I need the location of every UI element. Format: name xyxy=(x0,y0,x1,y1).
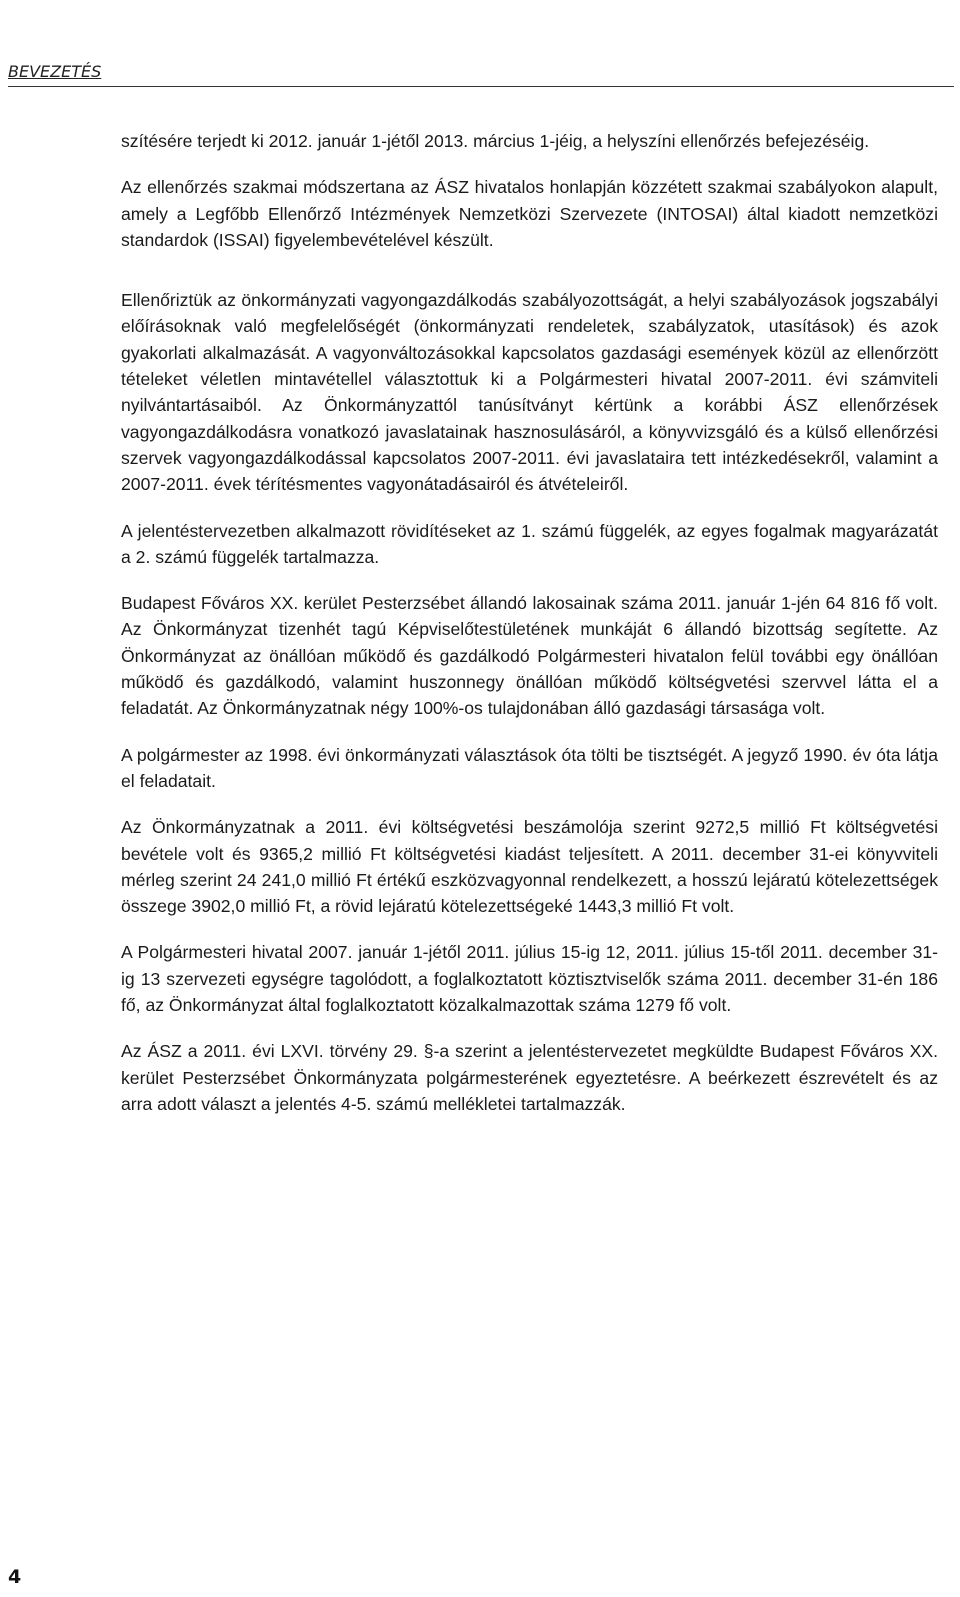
paragraph-office-structure: A Polgármesteri hivatal 2007. január 1-jétől 2011. július 15-ig 12, 2011. július 15-től 2011. december 31-ig 13 szervezeti egységre tagolódott, a foglalkoztatott köztisztviselők száma 2011. december 31-én 186 fő, az Önkormányzat által foglalkoztatott közalkalmazottak száma 1279 fő volt. xyxy=(121,942,938,1016)
paragraph-reconciliation: Az ÁSZ a 2011. évi LXVI. törvény 29. §-a szerint a jelentéstervezetet megküldte Budapest Főváros XX. kerület Pesterzsébet Önkormányzata polgármesterének egyeztetésre. A beérkezett észrevételt és az arra adott választ a jelentés 4-5. számú mellékletei tartalmazzák. xyxy=(121,1041,938,1114)
document-body xyxy=(121,128,938,1117)
paragraph-municipality-overview: Budapest Főváros XX. kerület Pesterzsébet állandó lakosainak száma 2011. január 1-jén 64 816 fő volt. Az Önkormányzat tizenhét tagú Képviselőtestületének munkáját 6 állandó bizottság segítette. Az Önkormányzat az önállóan működő és gazdálkodó Polgármesteri hivatalon felül további egy önállóan működő és gazdálkodó, valamint huszonnegy önállóan működő költségvetési szervvel látta el a feladatát. Az Önkormányzatnak négy 100%-os tulajdonában álló gazdasági társasága volt. xyxy=(121,593,938,719)
paragraph-audit-scope: Ellenőriztük az önkormányzati vagyongazdálkodás szabályozottságát, a helyi szabályozások jogszabályi előírásoknak való megfelelőségét (önkormányzati rendeletek, szabályzatok, utasítások) és azok gyakorlati alkalmazását. A vagyonváltozásokkal kapcsolatos gazdasági események közül az ellenőrzött tételeket véletlen mintavétellel választottuk ki a Polgármesteri hivatal 2007-2011. évi számviteli nyilvántartásaiból. Az Önkormányzattól tanúsítványt kértünk a korábbi ÁSZ ellenőrzések vagyongazdálkodásra vonatkozó javaslatainak hasznosulásáról, a könyvvizsgáló és a külső ellenőrzési szervek vagyongazdálkodással kapcsolatos 2007-2011. évi javaslataira tett intézkedésekről, valamint a 2007-2011. évek térítésmentes vagyonátadásairól és átvételeiről. xyxy=(121,290,938,495)
page-number: 4 xyxy=(8,1566,22,1588)
running-header-section-title: BEVEZETÉS xyxy=(8,62,102,81)
paragraph-appendices: A jelentéstervezetben alkalmazott rövidítéseket az 1. számú függelék, az egyes fogalmak magyarázatát a 2. számú függelék tartalmazza. xyxy=(121,520,938,567)
paragraph-audit-period: szítésére terjedt ki 2012. január 1-jétől 2013. március 1-jéig, a helyszíni ellenőrzés befejezéséig. xyxy=(121,131,870,151)
paragraph-mayor-notary: A polgármester az 1998. évi önkormányzati választások óta tölti be tisztségét. A jegyző 1990. év óta látja el feladatait. xyxy=(121,744,938,791)
paragraph-budget-figures: Az Önkormányzatnak a 2011. évi költségvetési beszámolója szerint 9272,5 millió Ft költségvetési bevétele volt és 9365,2 millió Ft költségvetési kiadást teljesített. A 2011. december 31-ei könyvviteli mérleg szerint 24 241,0 millió Ft értékű eszközvagyonnal rendelkezett, a hosszú lejáratú kötelezettségek összege 3902,0 millió Ft, a rövid lejáratú kötelezettségeké 1443,3 millió Ft volt. xyxy=(121,817,938,917)
paragraph-methodology: Az ellenőrzés szakmai módszertana az ÁSZ hivatalos honlapján közzétett szakmai szabályokon alapult, amely a Legfőbb Ellenőrző Intézmények Nemzetközi Szervezete (INTOSAI) által kiadott nemzetközi standardok (ISSAI) figyelembevételével készült. xyxy=(121,177,938,250)
header-divider xyxy=(8,86,954,87)
